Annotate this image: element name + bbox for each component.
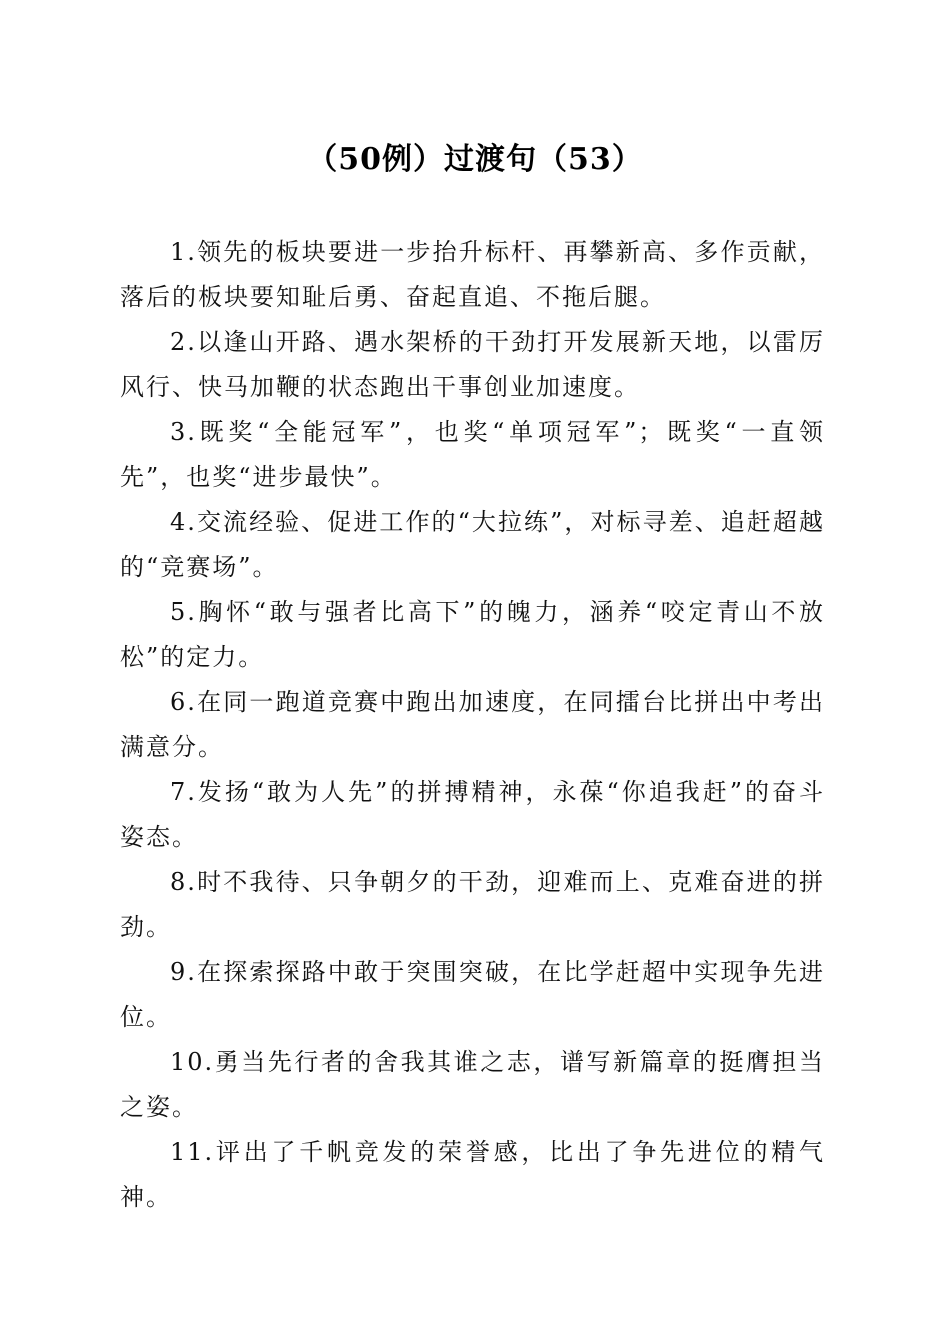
paragraph: 11.评出了千帆竞发的荣誉感，比出了争先进位的精气神。 [120,1138,825,1211]
paragraph: 7.发扬“敢为人先”的拼搏精神，永葆“你追我赶”的奋斗姿态。 [120,778,825,851]
paragraph: 3.既奖“全能冠军”，也奖“单项冠军”；既奖“一直领先”，也奖“进步最快”。 [120,418,825,491]
paragraph: 9.在探索探路中敢于突围突破，在比学赶超中实现争先进位。 [120,958,825,1031]
paragraph: 6.在同一跑道竞赛中跑出加速度，在同擂台比拼出中考出满意分。 [120,688,825,761]
paragraph: 2.以逢山开路、遇水架桥的干劲打开发展新天地，以雷厉风行、快马加鞭的状态跑出干事创业加速度。 [120,328,825,401]
paragraph: 1.领先的板块要进一步抬升标杆、再攀新高、多作贡献，落后的板块要知耻后勇、奋起直追、不拖后腿。 [120,238,825,311]
document-body [120,230,825,1220]
paragraph: 5.胸怀“敢与强者比高下”的魄力，涵养“咬定青山不放松”的定力。 [120,598,825,671]
page-title: （50例）过渡句（53） [307,142,643,177]
paragraph: 10.勇当先行者的舍我其谁之志，谱写新篇章的挺膺担当之姿。 [120,1048,825,1121]
paragraph: 4.交流经验、促进工作的“大拉练”，对标寻差、追赶超越的“竞赛场”。 [120,508,825,581]
paragraph: 8.时不我待、只争朝夕的干劲，迎难而上、克难奋进的拼劲。 [120,868,825,941]
